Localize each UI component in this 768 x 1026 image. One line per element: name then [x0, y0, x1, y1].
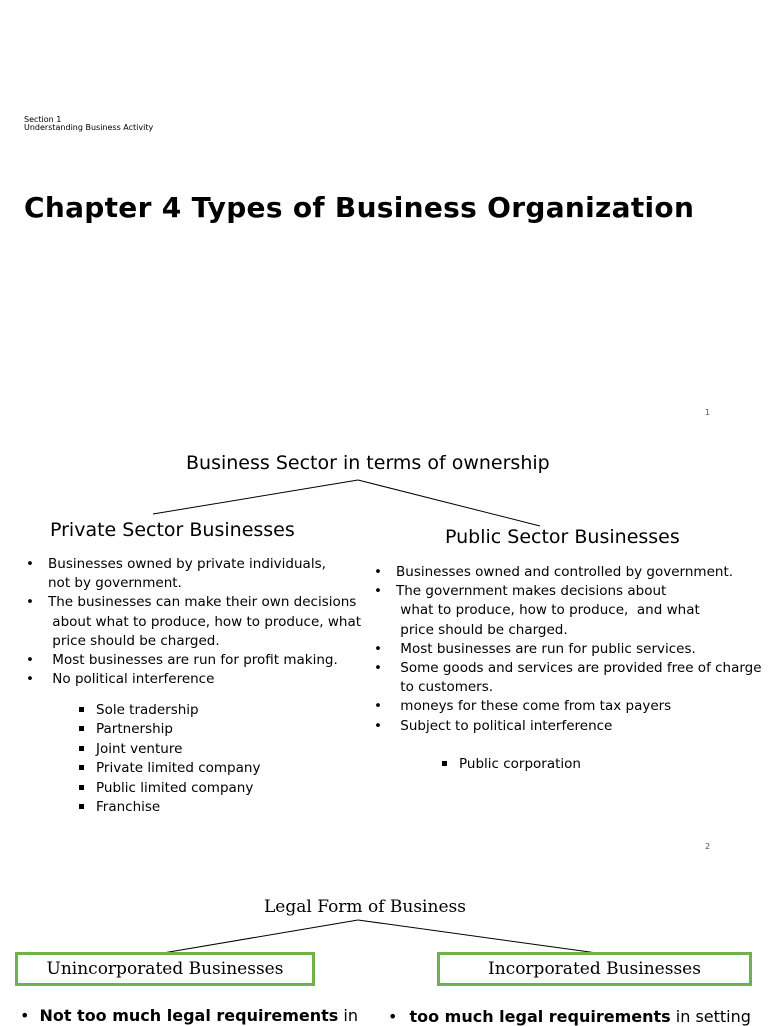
list-item: Private limited company	[96, 759, 260, 778]
list-item: • Businesses owned and controlled by government.	[374, 564, 734, 580]
connector-incorporated	[358, 920, 597, 953]
list-item: • The businesses can make their own decisions about what to produce, how to produce, what price should be charged.	[26, 594, 362, 649]
list-item: Sole tradership	[96, 701, 260, 720]
list-item: • Most businesses are run for profit making.	[26, 652, 338, 669]
list-item: Franchise	[96, 798, 260, 817]
list-item: • Subject to political interference	[374, 717, 613, 734]
list-item: Partnership	[96, 720, 260, 739]
list-item: Public limited company	[96, 779, 260, 798]
public-bullets	[374, 563, 766, 736]
page-number-1: 1	[705, 408, 711, 417]
unincorporated-bullet: • Not too much legal requirements in	[20, 1006, 358, 1025]
chapter-title: Chapter 4 Types of Business Organization	[24, 191, 695, 224]
unincorporated-box: Unincorporated Businesses	[15, 952, 315, 986]
list-item: • The government makes decisions about what to produce, how to produce, and what price should be charged.	[374, 583, 700, 638]
public-sector-heading: Public Sector Businesses	[445, 526, 680, 548]
incorporated-box: Incorporated Businesses	[437, 952, 752, 986]
connector-private	[153, 480, 358, 514]
list-item: Public corporation	[459, 755, 581, 774]
ownership-title: Business Sector in terms of ownership	[186, 452, 550, 474]
private-types	[96, 701, 260, 817]
list-item: • No political interference	[26, 671, 215, 688]
list-item: • Businesses owned by private individuals, not by government.	[26, 556, 326, 592]
private-sector-heading: Private Sector Businesses	[50, 519, 295, 541]
section-number: Section 1	[24, 115, 62, 124]
incorporated-bullet: • too much legal requirements in setting	[388, 1007, 751, 1026]
section-subtitle: Understanding Business Activity	[24, 123, 154, 132]
private-bullets	[26, 555, 363, 689]
page-number-2: 2	[705, 842, 711, 851]
connector-public	[358, 480, 540, 526]
list-item: Joint venture	[96, 740, 260, 759]
public-types	[459, 755, 581, 774]
list-item: • Some goods and services are provided free of charge to customers.	[374, 660, 762, 696]
legal-form-title: Legal Form of Business	[264, 897, 466, 917]
connector-unincorporated	[163, 920, 358, 953]
list-item: • Most businesses are run for public services.	[374, 640, 696, 657]
list-item: • moneys for these come from tax payers	[374, 698, 672, 715]
